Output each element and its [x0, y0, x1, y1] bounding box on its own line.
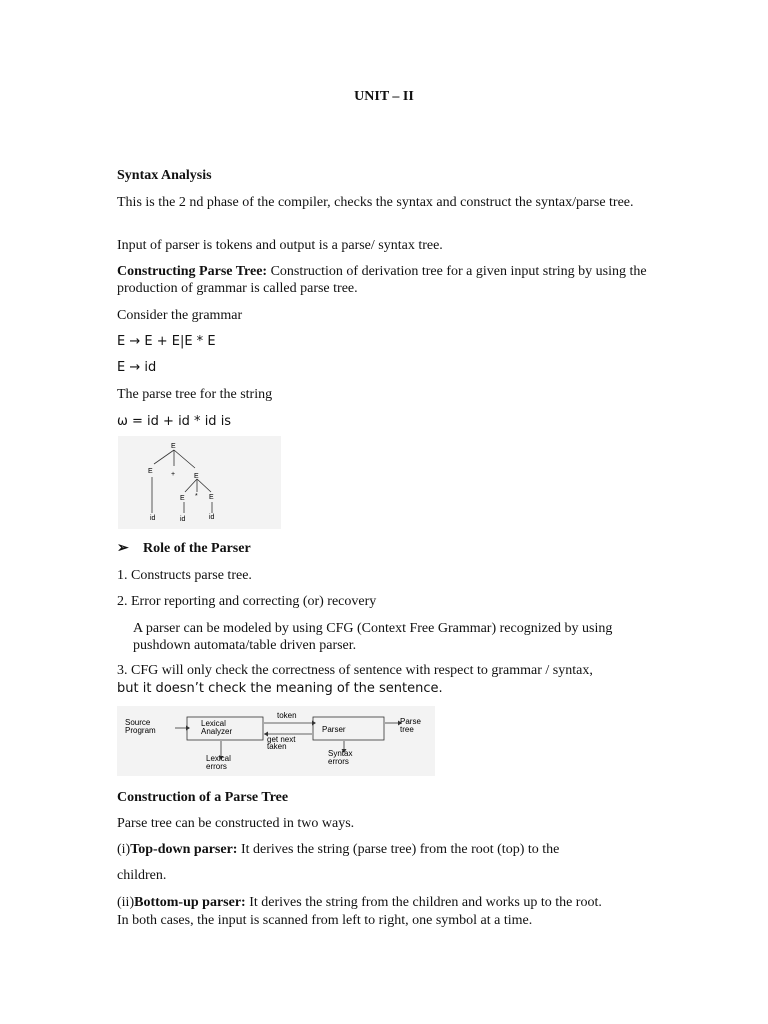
syntax-errors-line-2: errors — [328, 757, 349, 766]
tree-leaf-id-3: id — [209, 514, 215, 521]
role-item-3-line-2: but it doesn’t check the meaning of the sentence. — [117, 681, 443, 696]
bottom-up-continuation: In both cases, the input is scanned from left to right, one symbol at a time. — [117, 913, 533, 928]
syntax-analysis-heading: Syntax Analysis — [117, 168, 212, 183]
tree-inner-right-e: E — [209, 494, 214, 501]
tree-leaf-id-1: id — [150, 515, 156, 522]
parse-tree-for-string-text: The parse tree for the string — [117, 387, 273, 402]
source-line-2: Program — [125, 726, 156, 735]
bottom-up-text: It derives the string from the children and works up to the root. — [245, 895, 602, 910]
syntax-paragraph-1: This is the 2 nd phase of the compiler, checks the syntax and construct the syntax/parse tree. — [117, 195, 634, 210]
top-down-label: Top-down parser: — [130, 842, 238, 857]
syntax-errors-line-1: Syntax — [328, 749, 353, 758]
parse-tree-line-1: Parse — [400, 717, 421, 726]
grammar-rule-1: E → E + E|E * E — [117, 334, 216, 349]
bottom-up-paragraph — [117, 894, 657, 911]
cfg-paragraph: A parser can be modeled by using CFG (Context Free Grammar) recognized by using pushdown automata/table driven parser. — [133, 621, 613, 653]
tree-leaf-id-2: id — [180, 516, 186, 523]
constructing-parse-tree-label: Constructing Parse Tree: — [117, 264, 268, 279]
syntax-paragraph-2: Input of parser is tokens and output is a parse/ syntax tree. — [117, 238, 443, 253]
grammar-rule-2: E → id — [117, 360, 157, 375]
parser-diagram — [117, 706, 435, 776]
lexical-errors-line-2: errors — [206, 762, 227, 771]
get-next-line-1: get next — [267, 735, 296, 744]
top-down-prefix: (i) — [117, 842, 131, 857]
top-down-paragraph — [117, 841, 657, 858]
bottom-up-label: Bottom-up parser: — [134, 895, 246, 910]
top-down-continuation: children. — [117, 868, 167, 883]
lexical-analyzer-line-1: Lexical — [201, 719, 226, 728]
parse-tree-line-2: tree — [400, 725, 414, 734]
tree-star: * — [195, 493, 198, 500]
top-down-text: It derives the string (parse tree) from the root (top) to the — [237, 842, 560, 857]
role-heading-text: Role of the Parser — [143, 541, 251, 556]
role-item-3-line-1: 3. CFG will only check the correctness of sentence with respect to grammar / syntax, — [117, 663, 593, 678]
lexical-analyzer-line-2: Analyzer — [201, 727, 233, 736]
role-item-1: 1. Constructs parse tree. — [117, 568, 252, 583]
get-next-line-2: taken — [267, 742, 287, 751]
tree-root-e: E — [171, 443, 176, 450]
tree-right-e: E — [194, 473, 199, 480]
tree-left-e: E — [148, 468, 153, 475]
source-line-1: Source — [125, 718, 151, 727]
role-item-2: 2. Error reporting and correcting (or) recovery — [117, 594, 377, 609]
constructing-parse-tree-text: Construction of derivation tree for a given input string by using the production of grammar is called parse tree. — [117, 264, 647, 296]
parse-tree-figure — [118, 436, 281, 529]
tree-plus: + — [171, 471, 176, 478]
construction-paragraph: Parse tree can be constructed in two ways. — [117, 816, 355, 831]
consider-grammar-text: Consider the grammar — [117, 308, 243, 323]
lexical-errors-line-1: Lexical — [206, 754, 231, 763]
token-label: token — [277, 711, 297, 720]
bottom-up-prefix: (ii) — [117, 895, 135, 910]
constructing-parse-tree-paragraph — [117, 263, 657, 297]
role-of-parser-heading — [117, 540, 251, 557]
bullet-arrow-icon: ➢ — [117, 541, 129, 556]
construction-heading: Construction of a Parse Tree — [117, 790, 289, 805]
tree-inner-left-e: E — [180, 495, 185, 502]
unit-title: UNIT – II — [354, 89, 414, 104]
parser-box-label: Parser — [322, 725, 346, 734]
omega-string: ω = id + id * id is — [117, 414, 232, 429]
